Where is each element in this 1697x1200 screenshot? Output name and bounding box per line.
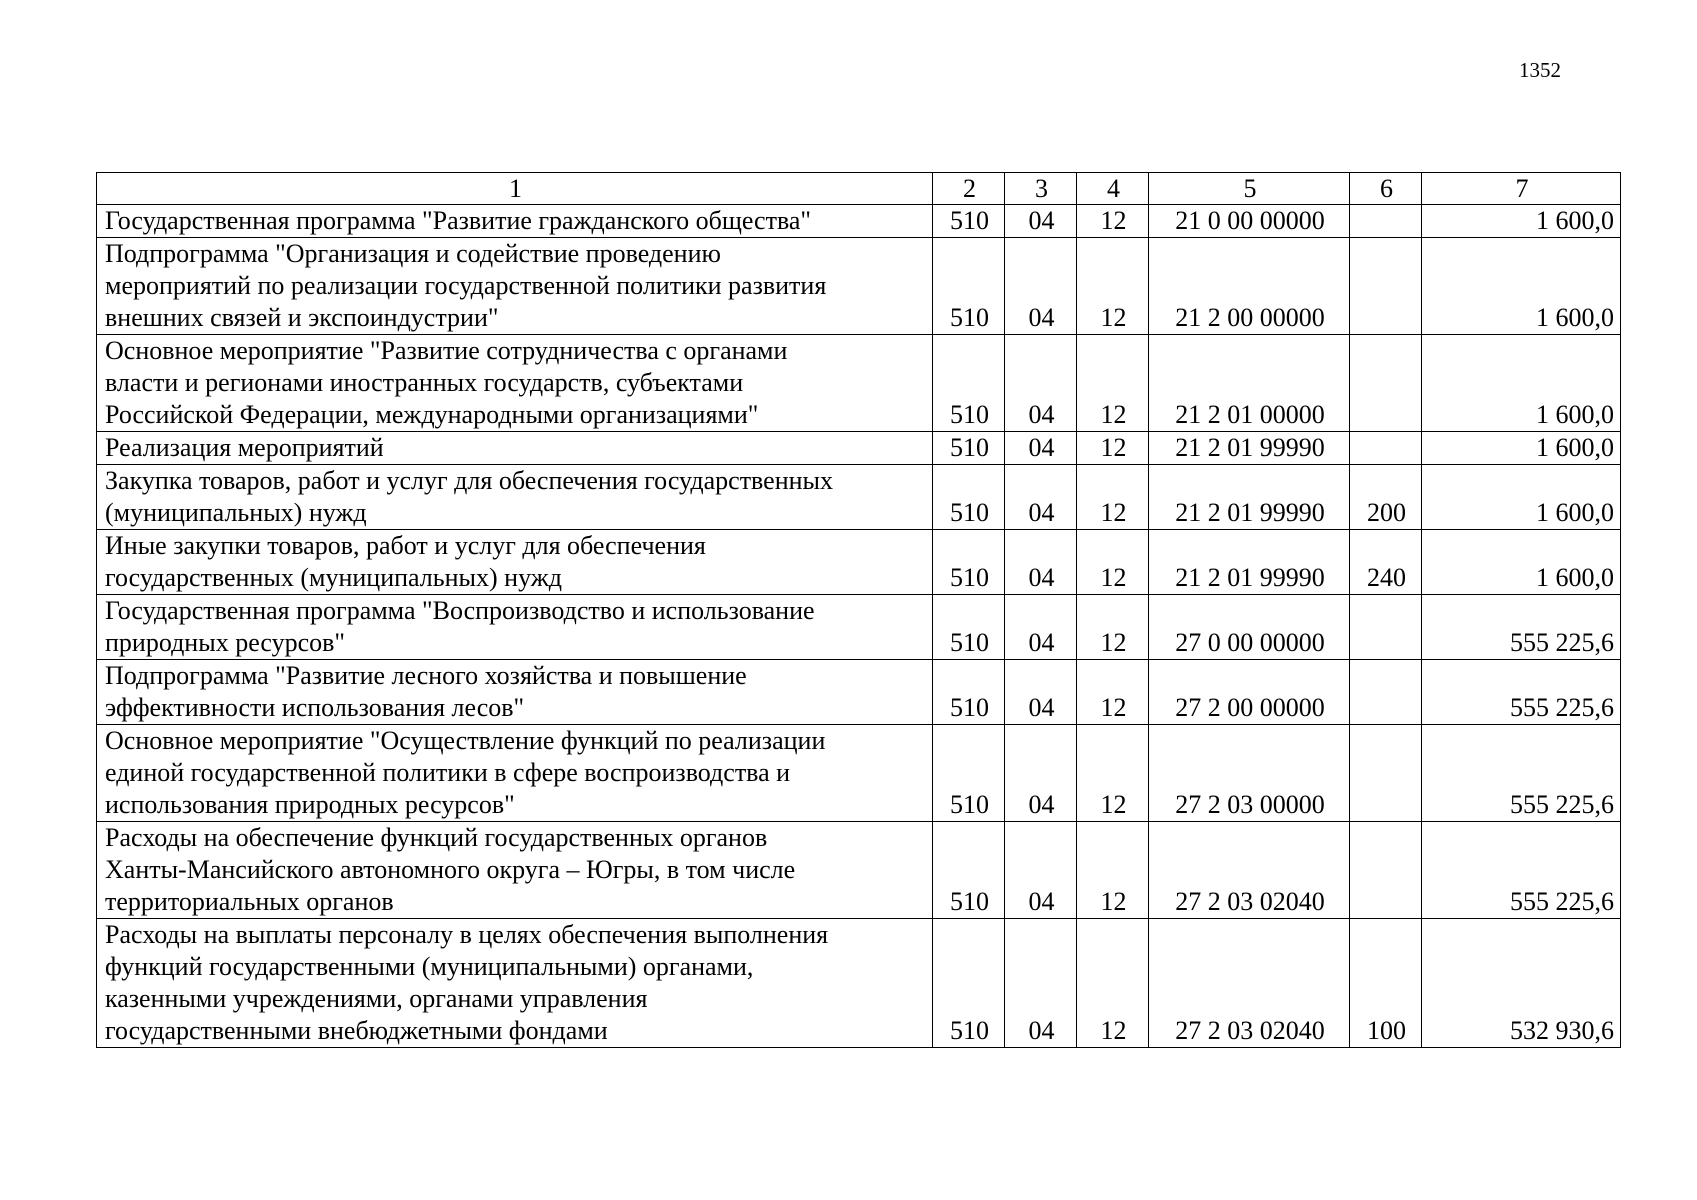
row-col-4: 12	[1077, 238, 1149, 335]
row-col-7: 1 600,0	[1422, 530, 1621, 595]
row-col-2: 510	[933, 919, 1005, 1048]
row-name: Подпрограмма "Развитие лесного хозяйства и повышение эффективности использования лесов"	[97, 660, 933, 725]
row-col-7: 555 225,6	[1422, 595, 1621, 660]
row-col-5: 21 2 01 99990	[1149, 465, 1350, 530]
row-col-4: 12	[1077, 919, 1149, 1048]
table-row	[97, 595, 1621, 660]
row-col-5: 21 2 01 00000	[1149, 335, 1350, 432]
row-col-6	[1350, 432, 1422, 465]
row-col-2: 510	[933, 205, 1005, 238]
row-col-7: 1 600,0	[1422, 205, 1621, 238]
row-name: Закупка товаров, работ и услуг для обеспечения государственных (муниципальных) нужд	[97, 465, 933, 530]
row-col-3: 04	[1005, 725, 1077, 822]
row-col-2: 510	[933, 725, 1005, 822]
row-col-3: 04	[1005, 465, 1077, 530]
header-col-3: 3	[1005, 173, 1077, 205]
row-name: Основное мероприятие "Развитие сотрудничества с органами власти и регионами иностранных государств, субъектами Российской Федерации, международными организациями"	[97, 335, 933, 432]
table-header-row	[97, 173, 1621, 205]
row-col-7: 1 600,0	[1422, 335, 1621, 432]
row-col-5: 21 2 01 99990	[1149, 530, 1350, 595]
row-name: Иные закупки товаров, работ и услуг для обеспечения государственных (муниципальных) нужд	[97, 530, 933, 595]
header-col-5: 5	[1149, 173, 1350, 205]
row-col-6: 200	[1350, 465, 1422, 530]
row-col-4: 12	[1077, 660, 1149, 725]
header-col-2: 2	[933, 173, 1005, 205]
header-col-1: 1	[97, 173, 933, 205]
row-col-7: 555 225,6	[1422, 822, 1621, 919]
row-col-2: 510	[933, 660, 1005, 725]
row-col-2: 510	[933, 238, 1005, 335]
row-col-4: 12	[1077, 432, 1149, 465]
row-col-5: 21 2 00 00000	[1149, 238, 1350, 335]
row-col-5: 27 2 03 00000	[1149, 725, 1350, 822]
row-col-3: 04	[1005, 660, 1077, 725]
row-col-5: 27 2 03 02040	[1149, 822, 1350, 919]
row-col-4: 12	[1077, 530, 1149, 595]
row-col-5: 21 0 00 00000	[1149, 205, 1350, 238]
row-col-3: 04	[1005, 530, 1077, 595]
table-row	[97, 335, 1621, 432]
row-col-3: 04	[1005, 595, 1077, 660]
row-col-2: 510	[933, 465, 1005, 530]
header-col-7: 7	[1422, 173, 1621, 205]
table-row	[97, 432, 1621, 465]
table-row	[97, 660, 1621, 725]
row-col-5: 27 0 00 00000	[1149, 595, 1350, 660]
row-col-6	[1350, 595, 1422, 660]
row-col-4: 12	[1077, 725, 1149, 822]
row-name: Государственная программа "Развитие гражданского общества"	[97, 205, 933, 238]
row-name: Подпрограмма "Организация и содействие проведению мероприятий по реализации государственной политики развития внешних связей и экспоиндустрии"	[97, 238, 933, 335]
row-col-6	[1350, 725, 1422, 822]
row-col-3: 04	[1005, 238, 1077, 335]
row-col-2: 510	[933, 595, 1005, 660]
table-row	[97, 465, 1621, 530]
row-col-5: 27 2 00 00000	[1149, 660, 1350, 725]
row-col-4: 12	[1077, 595, 1149, 660]
row-col-2: 510	[933, 335, 1005, 432]
row-col-3: 04	[1005, 919, 1077, 1048]
row-col-7: 555 225,6	[1422, 725, 1621, 822]
row-col-6	[1350, 822, 1422, 919]
header-col-6: 6	[1350, 173, 1422, 205]
row-name: Расходы на обеспечение функций государственных органов Ханты-Мансийского автономного округа – Югры, в том числе территориальных органов	[97, 822, 933, 919]
row-name: Государственная программа "Воспроизводство и использование природных ресурсов"	[97, 595, 933, 660]
table-row	[97, 205, 1621, 238]
row-col-5: 27 2 03 02040	[1149, 919, 1350, 1048]
table-row	[97, 238, 1621, 335]
budget-table	[96, 172, 1621, 1048]
row-name: Реализация мероприятий	[97, 432, 933, 465]
table-row	[97, 822, 1621, 919]
row-col-3: 04	[1005, 335, 1077, 432]
row-col-5: 21 2 01 99990	[1149, 432, 1350, 465]
row-col-6	[1350, 335, 1422, 432]
row-col-7: 1 600,0	[1422, 432, 1621, 465]
row-col-7: 532 930,6	[1422, 919, 1621, 1048]
row-col-7: 1 600,0	[1422, 238, 1621, 335]
row-col-3: 04	[1005, 432, 1077, 465]
row-col-7: 555 225,6	[1422, 660, 1621, 725]
row-col-4: 12	[1077, 205, 1149, 238]
row-col-4: 12	[1077, 465, 1149, 530]
table-row	[97, 919, 1621, 1048]
row-col-4: 12	[1077, 335, 1149, 432]
row-name: Расходы на выплаты персоналу в целях обеспечения выполнения функций государственными (муниципальными) органами, казенными учреждениями, органами управления государственными внебюджетными фондами	[97, 919, 933, 1048]
header-col-4: 4	[1077, 173, 1149, 205]
row-col-7: 1 600,0	[1422, 465, 1621, 530]
row-col-4: 12	[1077, 822, 1149, 919]
row-col-2: 510	[933, 432, 1005, 465]
row-col-6	[1350, 660, 1422, 725]
table-row	[97, 530, 1621, 595]
page-number: 1352	[1519, 58, 1561, 82]
row-col-2: 510	[933, 822, 1005, 919]
row-col-2: 510	[933, 530, 1005, 595]
row-col-6	[1350, 205, 1422, 238]
table-row	[97, 725, 1621, 822]
row-col-6: 240	[1350, 530, 1422, 595]
row-name: Основное мероприятие "Осуществление функций по реализации единой государственной политики в сфере воспроизводства и использования природных ресурсов"	[97, 725, 933, 822]
row-col-6	[1350, 238, 1422, 335]
row-col-6: 100	[1350, 919, 1422, 1048]
row-col-3: 04	[1005, 822, 1077, 919]
row-col-3: 04	[1005, 205, 1077, 238]
